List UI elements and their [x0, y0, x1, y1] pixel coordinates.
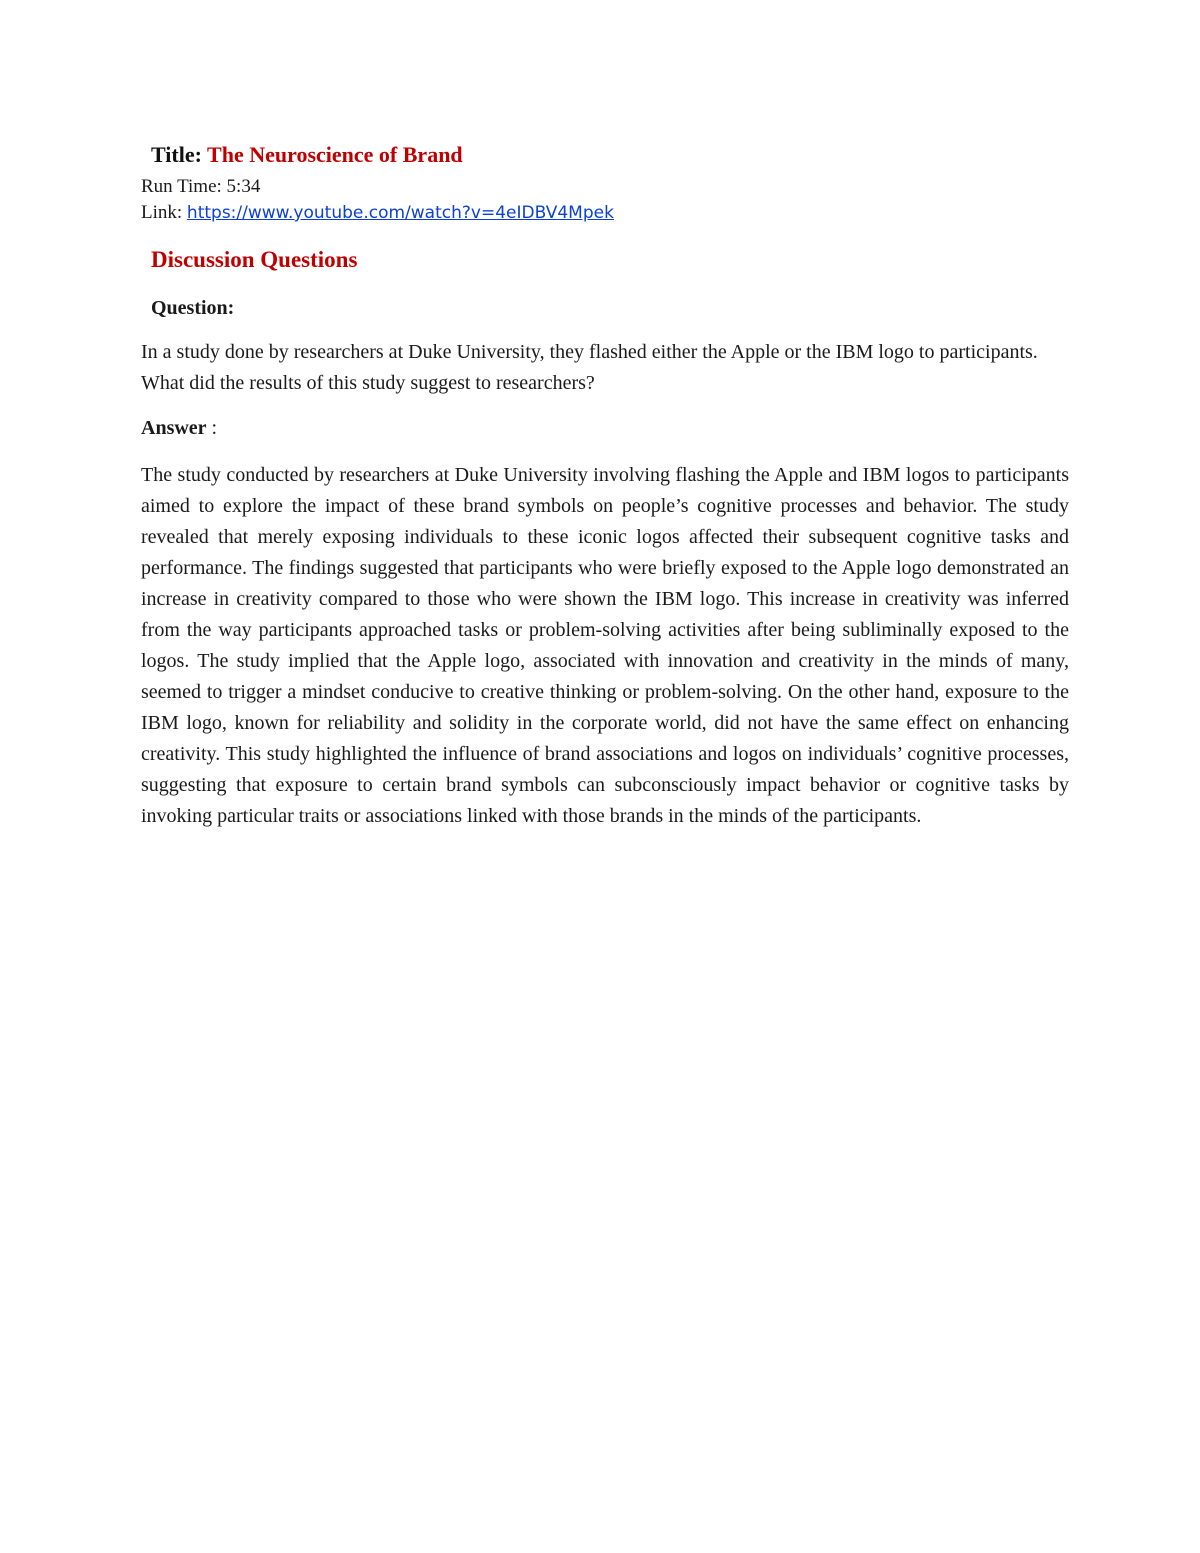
question-text: In a study done by researchers at Duke University, they flashed either the Apple or the IBM logo to participants. What did the results of this study suggest to researchers?: [141, 341, 1038, 394]
link-label: Link:: [141, 202, 183, 223]
question-label: Question:: [151, 297, 235, 319]
link-line: [141, 200, 614, 226]
runtime-value: 5:34: [226, 176, 261, 197]
video-link[interactable]: https://www.youtube.com/watch?v=4eIDBV4Mpek: [186, 203, 614, 223]
runtime-line: [141, 174, 260, 200]
title-line: [151, 140, 463, 170]
answer-heading: [141, 413, 217, 443]
section-heading: Discussion Questions: [151, 247, 358, 272]
title-label: Title:: [151, 142, 202, 167]
answer-text: The study conducted by researchers at Duke University involving flashing the Apple and IBM logos to participants aimed to explore the impact of these brand symbols on people’s cognitive processes and behavior. The study revealed that merely exposing individuals to these iconic logos affected their subsequent cognitive tasks and performance. The findings suggested that participants who were briefly exposed to the Apple logo demonstrated an increase in creativity compared to those who were shown the IBM logo. This increase in creativity was inferred from the way participants approached tasks or problem-solving activities after being subliminally exposed to the logos. The study implied that the Apple logo, associated with innovation and creativity in the minds of many, seemed to trigger a mindset conducive to creative thinking or problem-solving. On the other hand, exposure to the IBM logo, known for reliability and solidity in the corporate world, did not have the same effect on enhancing creativity. This study highlighted the influence of brand associations and logos on individuals’ cognitive processes, suggesting that exposure to certain brand symbols can subconsciously impact behavior or cognitive tasks by invoking particular traits or associations linked with those brands in the minds of the participants.: [141, 464, 1069, 827]
answer-separator: :: [206, 417, 218, 439]
video-title: The Neuroscience of Brand: [207, 142, 463, 167]
answer-label: Answer: [141, 417, 207, 439]
runtime-label: Run Time:: [141, 176, 222, 197]
